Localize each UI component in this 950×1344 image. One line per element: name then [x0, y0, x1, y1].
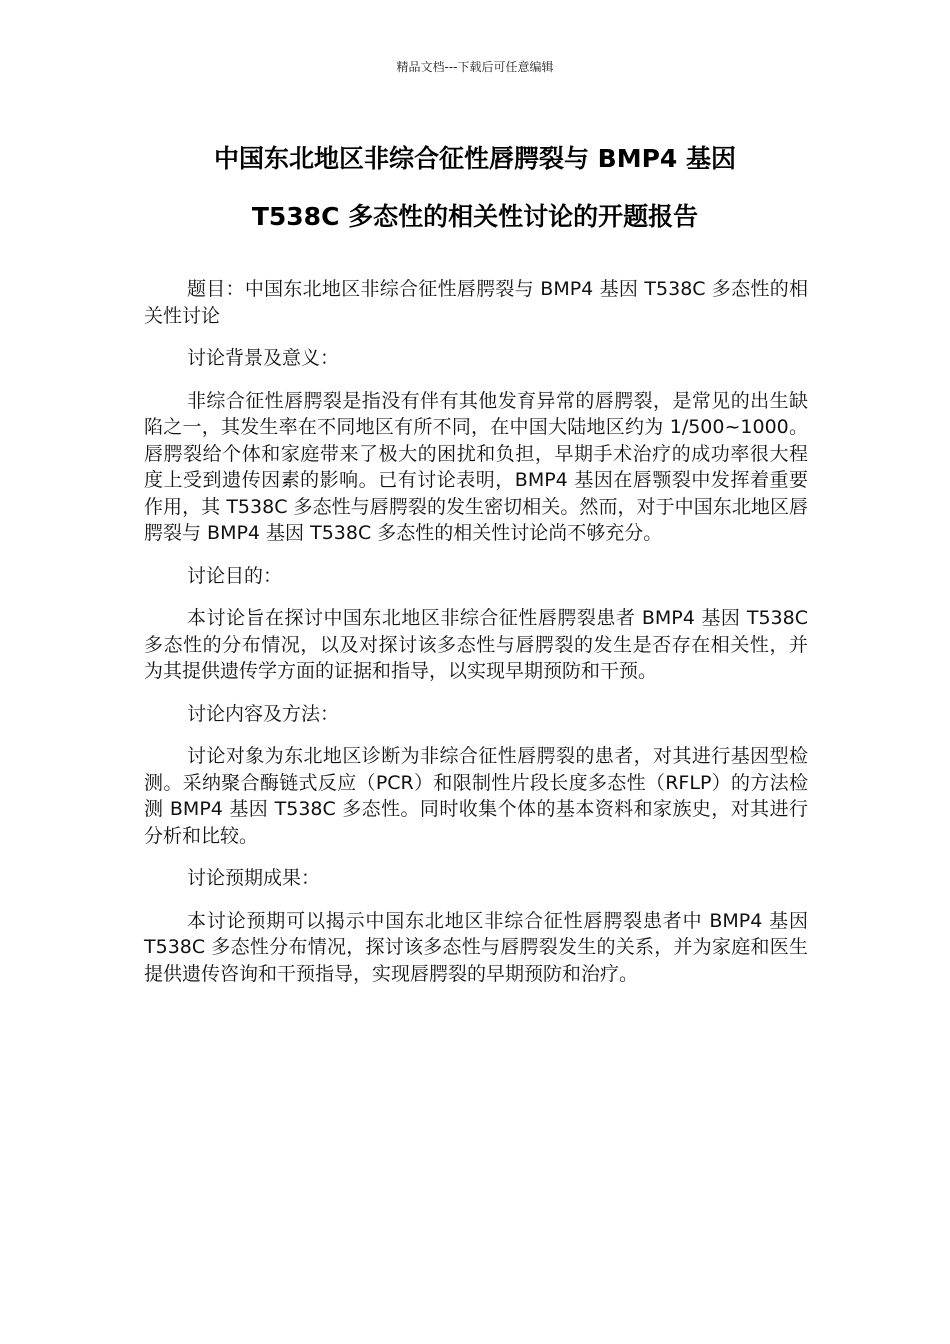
purpose-paragraph: 本讨论旨在探讨中国东北地区非综合征性唇腭裂患者 BMP4 基因 T538C 多态性的分布情况，以及对探讨该多态性与唇腭裂的发生是否存在相关性，并为其提供遗传学方面的证据和指导，以实现早期预防和干预。: [144, 607, 808, 682]
outcomes-paragraph: 本讨论预期可以揭示中国东北地区非综合征性唇腭裂患者中 BMP4 基因 T538C 多态性分布情况，探讨该多态性与唇腭裂发生的关系，并为家庭和医生提供遗传咨询和干预指导，实现唇腭裂的早期预防和治疗。: [144, 909, 808, 985]
purpose-heading: 讨论目的：: [187, 564, 283, 587]
methods-heading: 讨论内容及方法：: [187, 702, 340, 725]
background-paragraph: 非综合征性唇腭裂是指没有伴有其他发育异常的唇腭裂，是常见的出生缺陷之一，其发生率在不同地区有所不同，在中国大陆地区约为 1/500~1000。唇腭裂给个体和家庭带来了极大的困扰和负担，早期手术治疗的成功率很大程度上受到遗传因素的影响。已有讨论表明，BMP4 基因在唇颚裂中发挥着重要作用，其 T538C 多态性与唇腭裂的发生密切相关。然而，对于中国东北地区唇腭裂与 BMP4 基因 T538C 多态性的相关性讨论尚不够充分。: [144, 389, 808, 544]
topic-paragraph: 题目：中国东北地区非综合征性唇腭裂与 BMP4 基因 T538C 多态性的相关性讨论: [144, 278, 808, 327]
outcomes-heading: 讨论预期成果：: [187, 867, 321, 889]
document-body: [144, 276, 808, 1003]
header-note: 精品文档---下载后可任意编辑: [396, 60, 554, 74]
document-title-line-2: T538C 多态性的相关性讨论的开题报告: [251, 202, 699, 231]
document-title-line-1: 中国东北地区非综合征性唇腭裂与 BMP4 基因: [213, 144, 737, 173]
background-heading: 讨论背景及意义：: [187, 347, 340, 369]
methods-paragraph: 讨论对象为东北地区诊断为非综合征性唇腭裂的患者，对其进行基因型检测。采纳聚合酶链式反应（PCR）和限制性片段长度多态性（RFLP）的方法检测 BMP4 基因 T538C 多态性。同时收集个体的基本资料和家族史，对其进行分析和比较。: [144, 745, 808, 847]
